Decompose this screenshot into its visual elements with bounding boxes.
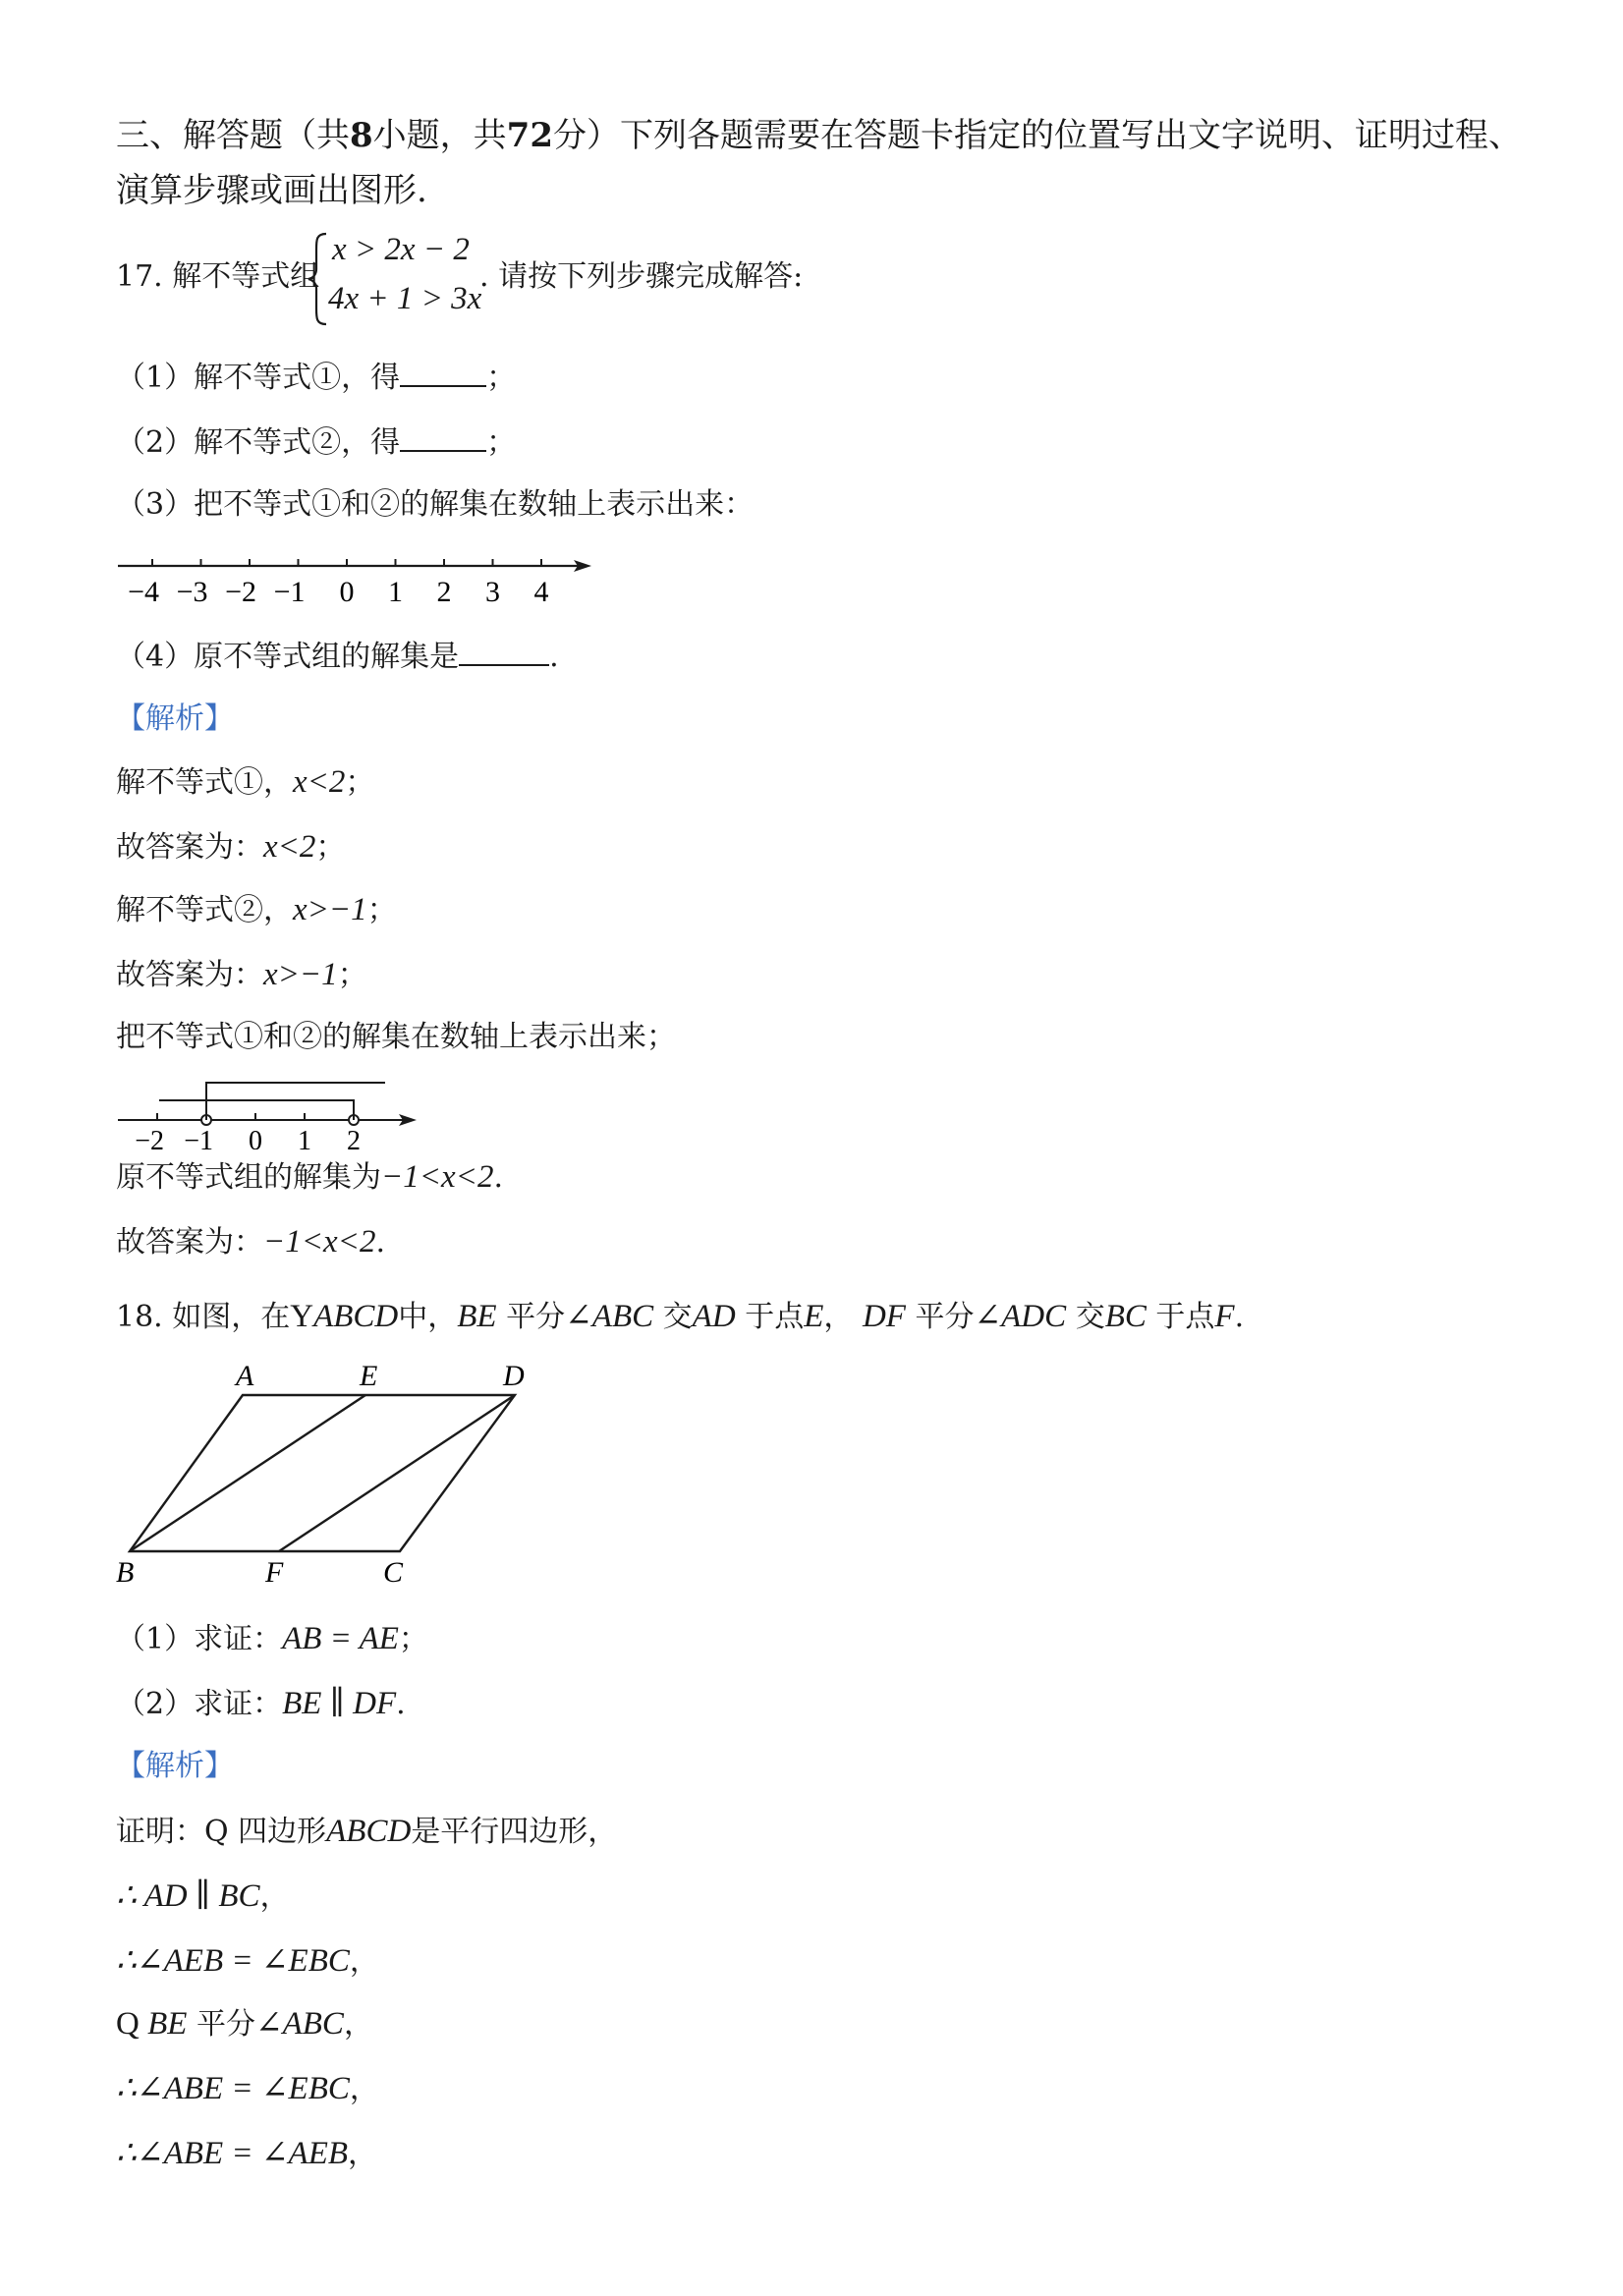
heading-text: 三、解答题（共 xyxy=(116,116,350,155)
q17-step4-blank[interactable] xyxy=(459,635,549,666)
part2-end: . xyxy=(396,1687,406,1721)
part1-end: ； xyxy=(398,1622,428,1656)
q17-step4 xyxy=(116,635,559,677)
tick-label: −3 xyxy=(176,576,208,608)
heading-text-mid: 小题，共 xyxy=(372,116,507,155)
q18-text2: 平分 xyxy=(506,1300,566,1334)
q17-answer-1 xyxy=(116,827,345,868)
tick-label: 0 xyxy=(339,576,355,608)
q17-step2-blank[interactable] xyxy=(400,420,486,452)
q17-solution-4 xyxy=(116,1157,503,1198)
proof1-math: ∴ AD ∥ BC xyxy=(116,1878,260,1914)
tick-label: 2 xyxy=(436,576,452,608)
segment-be xyxy=(130,1395,365,1551)
q17-stem xyxy=(116,257,319,297)
proof4-end: ， xyxy=(349,2072,379,2106)
ans2-end: ； xyxy=(337,958,367,992)
q18-shape: ABCD xyxy=(313,1299,399,1334)
proof0-suffix: 是平行四边形， xyxy=(411,1815,618,1849)
part1-math: AB = AE xyxy=(282,1621,399,1656)
ans2-math: x>−1 xyxy=(263,957,338,992)
label-d: D xyxy=(503,1360,525,1392)
proof3-text: 平分 xyxy=(196,2007,255,2042)
q17-step3: （3）把不等式①和②的解集在数轴上表示出来： xyxy=(116,487,755,522)
proof1-end: ， xyxy=(259,1879,290,1914)
q17-inequality-1: x > 2x − 2 xyxy=(332,232,470,267)
sol1-text: 解不等式①， xyxy=(116,765,293,800)
sol4-math: −1<x<2 xyxy=(381,1159,494,1195)
ans1-text: 故答案为： xyxy=(116,830,263,865)
proof5-end: ， xyxy=(348,2137,378,2171)
q18-text4: 于点 xyxy=(745,1300,805,1334)
q18-text1: 中， xyxy=(398,1300,458,1334)
heading-points: 72 xyxy=(506,116,553,155)
q18-period: . xyxy=(1234,1300,1245,1334)
q18-angle2: ∠ADC xyxy=(974,1299,1067,1334)
q17-solution-1 xyxy=(116,762,374,803)
label-a: A xyxy=(236,1360,254,1392)
q17-system-brace xyxy=(307,232,330,326)
proof3-angle: ∠ABC xyxy=(254,2006,344,2042)
tick-label: 3 xyxy=(485,576,500,608)
q18-number: 18. 如图，在 xyxy=(116,1300,291,1334)
q18-part1 xyxy=(116,1619,428,1659)
heading-text-suffix: 分）下列各题需要在答题卡指定的位置写出文字说明、证明过程、 xyxy=(553,116,1522,155)
q18-proof-4 xyxy=(116,2069,379,2109)
q18-stem xyxy=(116,1297,1244,1337)
q17-answer-4 xyxy=(116,1222,385,1262)
tick-label: −2 xyxy=(135,1126,164,1149)
proof4-math: ∴∠ABE = ∠EBC xyxy=(116,2071,350,2106)
sol1-end: ； xyxy=(345,765,375,800)
tick-label: 2 xyxy=(347,1126,361,1149)
q18-text3: 交 xyxy=(662,1300,693,1334)
ans4-end: . xyxy=(375,1225,385,1260)
q18-comma: ， xyxy=(823,1300,854,1334)
q17-solution-2 xyxy=(116,890,397,930)
sol2-math: x>−1 xyxy=(293,892,367,927)
proof3-end: ， xyxy=(343,2007,373,2042)
q18-f: F xyxy=(1214,1299,1235,1334)
part1-text: （1）求证： xyxy=(116,1622,283,1656)
part2-math: BE ∥ DF xyxy=(282,1686,397,1721)
ans1-math: x<2 xyxy=(263,829,316,865)
sol4-end: . xyxy=(493,1160,503,1195)
parallelogram-symbol: Y xyxy=(290,1299,314,1334)
section-heading-line2: 演算步骤或画出图形. xyxy=(116,171,427,210)
sol2-end: ； xyxy=(366,893,397,927)
label-f: F xyxy=(265,1556,284,1589)
label-e: E xyxy=(360,1360,378,1392)
q17-step1-text: （1）解不等式①，得 xyxy=(116,361,401,395)
tick-label: −2 xyxy=(225,576,256,608)
parallelogram-abcd xyxy=(130,1395,515,1551)
q18-proof-0 xyxy=(116,1812,617,1852)
q17-step2-text: （2）解不等式②，得 xyxy=(116,425,401,460)
q18-proof-2 xyxy=(116,1941,379,1982)
proof3-be: BE xyxy=(147,2006,188,2042)
tick-label: −1 xyxy=(273,576,306,608)
q17-step1 xyxy=(116,356,516,398)
tick-label: 1 xyxy=(388,576,403,608)
q17-instruction: . 请按下列步骤完成解答: xyxy=(479,259,804,294)
proof0-prefix: 证明：Q 四边形 xyxy=(116,1815,327,1849)
sol1-math: x<2 xyxy=(293,764,346,800)
q17-step1-blank[interactable] xyxy=(400,356,486,387)
q18-proof-5 xyxy=(116,2134,377,2174)
q18-text7: 于点 xyxy=(1155,1300,1215,1334)
q18-part2 xyxy=(116,1684,406,1724)
proof5-math: ∴∠ABE = ∠AEB xyxy=(116,2136,349,2171)
q18-proof-3 xyxy=(116,2004,373,2044)
ans4-text: 故答案为： xyxy=(116,1225,263,1260)
q17-step4-end: . xyxy=(549,640,559,674)
tick-label: −1 xyxy=(184,1126,213,1149)
heading-count: 8 xyxy=(350,116,373,155)
tick-label: 4 xyxy=(533,576,549,608)
part2-text: （2）求证： xyxy=(116,1687,283,1721)
proof2-end: ， xyxy=(349,1944,379,1979)
q18-text6: 交 xyxy=(1075,1300,1105,1334)
q18-parallelogram-figure xyxy=(108,1356,540,1592)
section-heading xyxy=(116,110,1522,161)
q18-e: E xyxy=(804,1299,824,1334)
label-c: C xyxy=(383,1556,404,1589)
segment-df xyxy=(279,1395,515,1551)
q18-text5: 平分 xyxy=(915,1300,975,1334)
q17-inequality-2: 4x + 1 > 3x xyxy=(328,281,482,316)
ans4-math: −1<x<2 xyxy=(263,1224,376,1260)
sol4-text: 原不等式组的解集为 xyxy=(116,1160,381,1195)
q18-be: BE xyxy=(457,1299,497,1334)
q18-ad: AD xyxy=(692,1299,736,1334)
q18-bc: BC xyxy=(1104,1299,1147,1334)
ans2-text: 故答案为： xyxy=(116,958,263,992)
q17-solution-3: 把不等式①和②的解集在数轴上表示出来； xyxy=(116,1020,676,1054)
q17-number-line xyxy=(110,550,601,619)
proof2-math: ∴∠AEB = ∠EBC xyxy=(116,1943,350,1979)
label-b: B xyxy=(116,1556,135,1589)
q17-answer-2 xyxy=(116,955,367,995)
q18-proof-1 xyxy=(116,1876,290,1917)
sol2-text: 解不等式②， xyxy=(116,893,293,927)
ans1-end: ； xyxy=(315,830,346,865)
proof0-math: ABCD xyxy=(326,1814,412,1849)
q18-analysis-tag: 【解析】 xyxy=(116,1749,234,1783)
tick-label: 0 xyxy=(249,1126,262,1149)
q17-step2 xyxy=(116,420,516,463)
q17-step4-text: （4）原不等式组的解集是 xyxy=(116,640,460,674)
q18-df: DF xyxy=(862,1299,906,1334)
tick-label: −4 xyxy=(128,576,159,608)
q17-step1-end: ； xyxy=(486,361,517,395)
tick-label: 1 xyxy=(298,1126,311,1149)
q17-solution-number-line xyxy=(110,1071,424,1149)
q17-step2-end: ； xyxy=(486,425,517,460)
q17-analysis-tag: 【解析】 xyxy=(116,701,234,736)
proof3-prefix: Q xyxy=(116,2006,148,2042)
q17-number: 17. 解不等式组 xyxy=(116,259,320,294)
q18-angle1: ∠ABC xyxy=(565,1299,654,1334)
